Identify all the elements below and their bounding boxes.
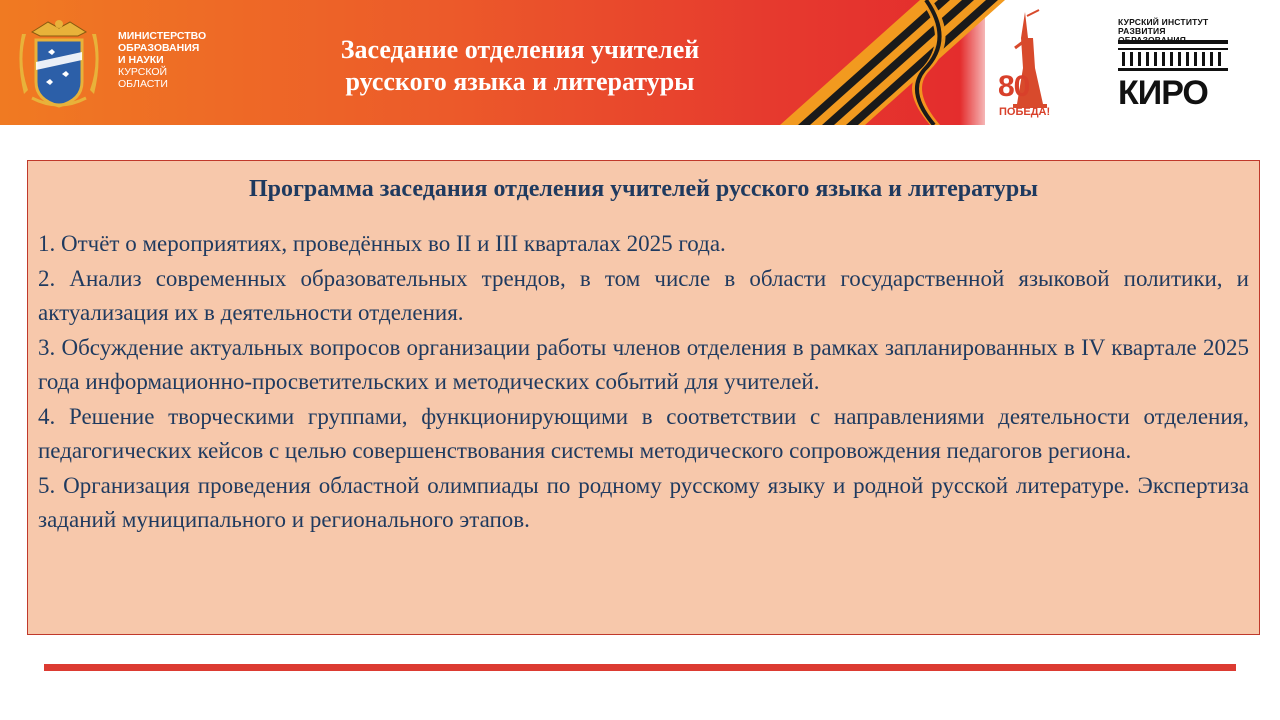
header-title-line1: Заседание отделения учителей [340, 35, 700, 64]
header-banner [0, 0, 1280, 125]
victory-number: 80 [998, 70, 1030, 103]
program-box [27, 160, 1260, 635]
ministry-name [118, 30, 206, 90]
ministry-line: ОБРАЗОВАНИЯ [118, 42, 200, 54]
header-title-line2: русского языка и литературы [345, 67, 695, 96]
program-title: Программа заседания отделения учителей русского языка и литературы [248, 176, 1039, 202]
header-title [260, 34, 780, 98]
victory-label: ПОБЕДА! [999, 106, 1051, 118]
program-item: 3. Обсуждение актуальных вопросов организации работы членов отделения в рамках запланированных в IV квартале 2025 года информационно-просветительских и методических событий для учителей. [38, 334, 1249, 394]
ministry-line: МИНИСТЕРСТВО [118, 30, 207, 42]
ministry-line: КУРСКОЙ [118, 66, 168, 78]
kiro-line1: КУРСКИЙ ИНСТИТУТ [1118, 17, 1209, 27]
kiro-wordmark: КИРО [1118, 74, 1208, 112]
coat-of-arms-icon [18, 12, 100, 112]
ministry-line: И НАУКИ [118, 54, 164, 66]
kiro-building-icon [1118, 40, 1228, 72]
program-item: 4. Решение творческими группами, функционирующими в соответствии с направлениями деятельности отделения, педагогических кейсов с целью совершенствования системы методического сопровождения педагогов региона. [38, 403, 1249, 463]
program-item: 2. Анализ современных образовательных трендов, в том числе в области государственной языковой политики, и актуализация их в деятельности отделения. [38, 265, 1249, 325]
program-item: 5. Организация проведения областной олимпиады по родному русскому языку и родной русской литературе. Экспертиза заданий муниципального и регионального этапов. [38, 472, 1249, 532]
st-george-ribbon-icon [770, 0, 1010, 125]
kiro-line2: РАЗВИТИЯ [1118, 26, 1166, 36]
kiro-logo [1118, 18, 1228, 118]
program-item: 1. Отчёт о мероприятиях, проведённых во II и III кварталах 2025 года. [38, 231, 726, 256]
footer-divider [44, 664, 1236, 671]
ministry-line: ОБЛАСТИ [118, 78, 168, 90]
